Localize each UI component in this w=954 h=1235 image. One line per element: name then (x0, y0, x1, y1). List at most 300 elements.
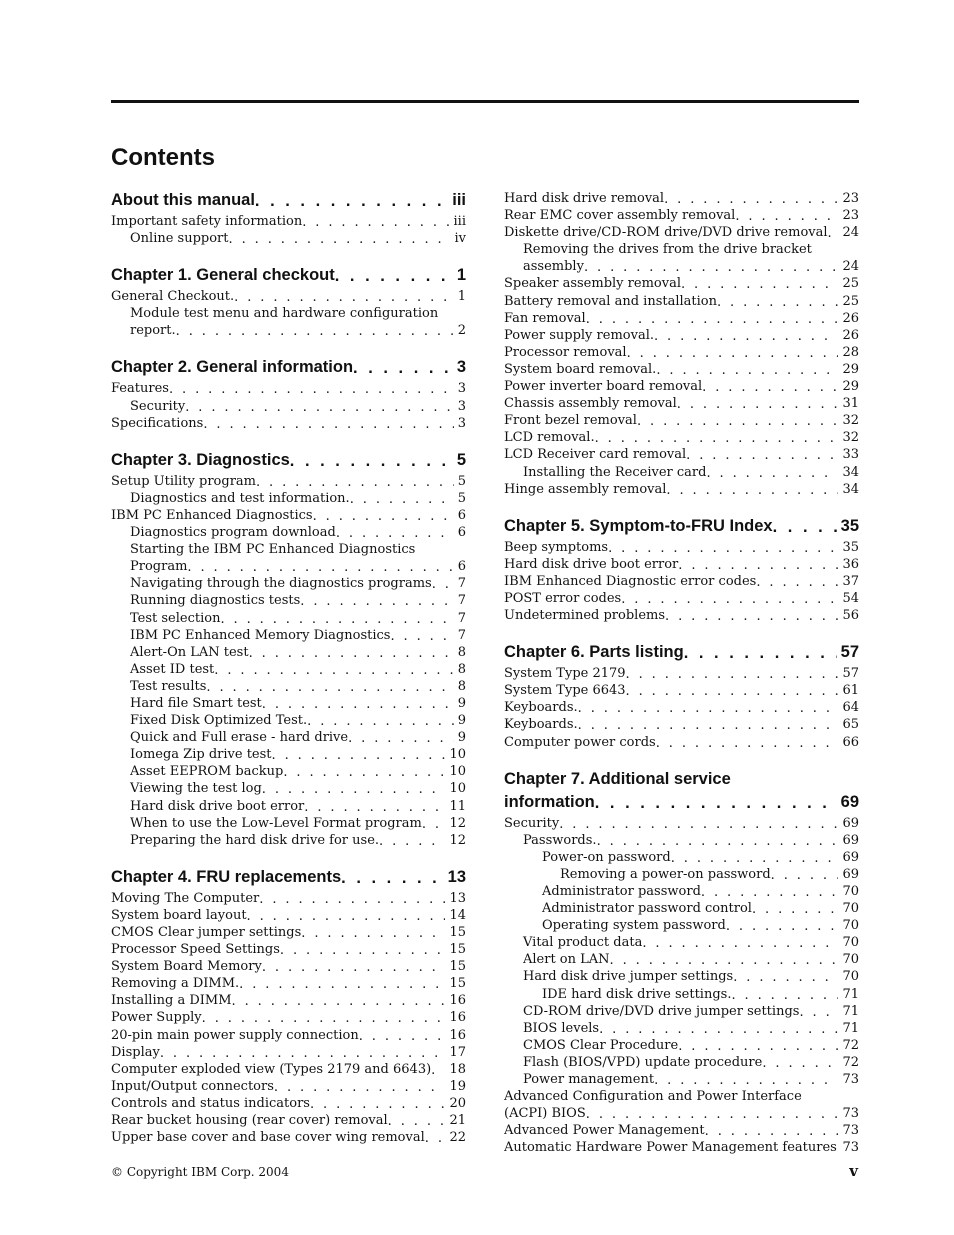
toc-entry-page-number: 7 (454, 592, 466, 609)
chapter-title: Chapter 4. FRU replacements . . . (111, 868, 341, 886)
toc-entry-label: Chassis assembly removal . . . (504, 396, 677, 411)
toc-entry-page-number: 73 (838, 1139, 859, 1156)
chapter-heading-chapter-1-general-checkout[interactable] (111, 265, 466, 286)
toc-entry-power-inverter-board-removal[interactable] (504, 378, 859, 395)
toc-entry-label: Hard disk drive boot error . . . (504, 557, 678, 572)
toc-entry-system-board-removal[interactable] (504, 361, 859, 378)
toc-entry-display[interactable] (111, 1044, 466, 1061)
toc-entry-page-number: 7 (454, 610, 466, 627)
toc-entry-vital-product-data[interactable] (504, 934, 859, 951)
toc-entry-label: Input/Output connectors . . . (111, 1079, 274, 1094)
toc-entry-label: Navigating through the diagnostics programs . . . (130, 576, 432, 591)
toc-entry-label: Online support . . . (130, 231, 229, 246)
toc-entry-label: Viewing the test log . . . (130, 781, 262, 796)
toc-entry-rear-emc-cover-assembly-removal[interactable] (504, 207, 859, 224)
toc-entry-label: BIOS levels . . . (523, 1021, 599, 1036)
toc-entry-page-number: 70 (838, 934, 859, 951)
toc-entry-page-number: 72 (838, 1054, 859, 1071)
toc-entry-label: Hinge assembly removal . . . (504, 482, 666, 497)
toc-entry-passwords[interactable] (504, 832, 859, 849)
toc-right-column (504, 190, 859, 1163)
toc-left-column (111, 190, 466, 1152)
toc-entry-label: Security . . . (130, 399, 185, 414)
toc-entry-page-number: 18 (445, 1061, 466, 1078)
toc-entry-page-number: 6 (454, 558, 466, 575)
toc-entry-page-number: 33 (838, 446, 859, 463)
toc-entry-page-number: 5 (454, 473, 466, 490)
toc-entry-label: Test selection . . . (130, 611, 220, 626)
toc-entry-module-test-menu-and-hardware-configurat[interactable] (111, 305, 466, 322)
toc-entry-installing-a-dimm[interactable] (111, 992, 466, 1009)
toc-entry-page-number: 19 (445, 1078, 466, 1095)
toc-entry-page-number: 35 (838, 539, 859, 556)
toc-entry-label: Alert-On LAN test . . . (130, 645, 249, 660)
toc-chapter (111, 867, 466, 1146)
toc-entry-advanced-power-management[interactable] (504, 1122, 859, 1139)
toc-entry-processor-speed-settings[interactable] (111, 941, 466, 958)
toc-chapter (111, 357, 466, 431)
toc-entry-advanced-configuration-and-power-interfa[interactable] (504, 1088, 859, 1105)
toc-entry-label: Setup Utility program . . . (111, 474, 256, 489)
toc-entry-label: Keyboards. . . . (504, 717, 578, 732)
toc-chapter (504, 190, 859, 498)
toc-entry-page-number: 73 (838, 1071, 859, 1088)
toc-entry-label: Operating system password . . . (542, 918, 726, 933)
toc-entry-page-number: 10 (445, 746, 466, 763)
chapter-page-number: 3 (453, 357, 466, 378)
toc-entry-page-number: 6 (454, 507, 466, 524)
toc-entry-page-number: 10 (445, 763, 466, 780)
toc-entry-page-number: 15 (445, 941, 466, 958)
toc-chapter (111, 450, 466, 849)
toc-entry-label: Fan removal . . . (504, 311, 586, 326)
toc-entry-assembly[interactable] (504, 258, 859, 275)
toc-entry-viewing-the-test-log[interactable] (111, 780, 466, 797)
toc-entry-label: Upper base cover and base cover wing removal . . . (111, 1130, 425, 1145)
toc-entry-page-number: 16 (445, 1009, 466, 1026)
toc-entry-label: System Type 2179 . . . (504, 666, 626, 681)
toc-entry-label: Vital product data . . . (523, 935, 642, 950)
toc-entry-page-number: 23 (838, 207, 859, 224)
toc-entry-label: CMOS Clear Procedure . . . (523, 1038, 678, 1053)
chapter-title: About this manual . . . (111, 191, 255, 209)
toc-entry-upper-base-cover-and-base-cover-wing-rem[interactable] (111, 1129, 466, 1146)
toc-entry-ibm-pc-enhanced-diagnostics[interactable] (111, 507, 466, 524)
toc-entry-label: Power management . . . (523, 1072, 654, 1087)
toc-entry-label: System Board Memory . . . (111, 959, 262, 974)
toc-entry-label: Removing the drives from the drive bracket (523, 242, 812, 258)
toc-entry-label: Removing a DIMM. . . . (111, 976, 239, 991)
toc-entry-starting-the-ibm-pc-enhanced-diagnostics[interactable] (111, 541, 466, 558)
toc-entry-alert-on-lan[interactable] (504, 951, 859, 968)
toc-entry-keyboards[interactable] (504, 716, 859, 733)
toc-entry-page-number: 3 (454, 415, 466, 432)
toc-entry-page-number: 24 (838, 258, 859, 275)
toc-entry-page-number: 29 (838, 361, 859, 378)
toc-entry-power-supply[interactable] (111, 1009, 466, 1026)
toc-entry-label: Computer power cords . . . (504, 735, 656, 750)
chapter-title: Chapter 1. General checkout . . . (111, 266, 335, 284)
toc-entry-label: System Type 6643 . . . (504, 683, 626, 698)
toc-entry-operating-system-password[interactable] (504, 917, 859, 934)
chapter-heading-about-this-manual[interactable] (111, 190, 466, 211)
toc-entry-page-number: 66 (838, 734, 859, 751)
toc-entry-label: Moving The Computer . . . (111, 891, 259, 906)
toc-entry-page-number: 3 (454, 398, 466, 415)
toc-entry-label: Advanced Power Management . . . (504, 1123, 705, 1138)
toc-entry-page-number: 26 (838, 310, 859, 327)
toc-entry-page-number: iii (450, 213, 466, 230)
toc-entry-page-number: 34 (838, 481, 859, 498)
toc-entry-power-supply-removal[interactable] (504, 327, 859, 344)
toc-entry-input-output-connectors[interactable] (111, 1078, 466, 1095)
toc-entry-page-number: 73 (838, 1105, 859, 1122)
toc-entry-navigating-through-the-diagnostics-progr[interactable] (111, 575, 466, 592)
toc-entry-label: Features . . . (111, 381, 169, 396)
page-title: Contents (111, 144, 215, 171)
chapter-heading-chapter-3-diagnostics[interactable] (111, 450, 466, 471)
toc-chapter (504, 642, 859, 750)
toc-entry-page-number: 8 (454, 644, 466, 661)
toc-entry-moving-the-computer[interactable] (111, 890, 466, 907)
toc-entry-setup-utility-program[interactable] (111, 473, 466, 490)
toc-entry-page-number: 10 (445, 780, 466, 797)
toc-entry-label: Rear EMC cover assembly removal . . . (504, 208, 735, 223)
toc-entry-page-number: 69 (838, 866, 859, 883)
toc-entry-label: Power supply removal. . . . (504, 328, 654, 343)
toc-entry-label: Starting the IBM PC Enhanced Diagnostics (130, 542, 416, 558)
chapter-heading-chapter-7-additional-service[interactable] (504, 792, 859, 813)
toc-entry-cd-rom-drive-dvd-drive-jumper-settings[interactable] (504, 1003, 859, 1020)
chapter-heading-line[interactable] (504, 769, 859, 790)
toc-entry-page-number: 12 (445, 815, 466, 832)
toc-entry-power-on-password[interactable] (504, 849, 859, 866)
toc-entry-security[interactable] (111, 398, 466, 415)
chapter-heading-chapter-4-fru-replacements[interactable] (111, 867, 466, 888)
toc-entry-page-number: 28 (838, 344, 859, 361)
toc-entry-label: System board layout . . . (111, 908, 247, 923)
toc-entry-label: 20-pin main power supply connection . . . (111, 1028, 359, 1043)
toc-entry-page-number: 2 (454, 322, 466, 339)
toc-entry-diagnostics-program-download[interactable] (111, 524, 466, 541)
toc-entry-label: When to use the Low-Level Format program . . . (130, 816, 422, 831)
toc-entry-cmos-clear-procedure[interactable] (504, 1037, 859, 1054)
toc-entry-label: Asset EEPROM backup . . . (130, 764, 283, 779)
toc-entry-label: Module test menu and hardware configuration (130, 306, 439, 322)
toc-entry-page-number: 5 (454, 490, 466, 507)
toc-entry-page-number: 71 (838, 986, 859, 1003)
toc-entry-page-number: 32 (838, 429, 859, 446)
toc-entry-hard-file-smart-test[interactable] (111, 695, 466, 712)
toc-entry-acpi-bios[interactable] (504, 1105, 859, 1122)
toc-entry-page-number: 57 (838, 665, 859, 682)
toc-entry-fixed-disk-optimized-test[interactable] (111, 712, 466, 729)
chapter-title: Chapter 7. Additional service (504, 769, 731, 788)
toc-entry-ide-hard-disk-drive-settings[interactable] (504, 986, 859, 1003)
toc-entry-keyboards[interactable] (504, 699, 859, 716)
toc-entry-page-number: 15 (445, 958, 466, 975)
toc-entry-front-bezel-removal[interactable] (504, 412, 859, 429)
toc-entry-label: CMOS Clear jumper settings . . . (111, 925, 301, 940)
chapter-heading-chapter-5-symptom-to-fru-index[interactable] (504, 516, 859, 537)
toc-entry-hard-disk-drive-jumper-settings[interactable] (504, 968, 859, 985)
chapter-page-number: 57 (837, 642, 859, 663)
toc-entry-page-number: 16 (445, 1027, 466, 1044)
toc-entry-bios-levels[interactable] (504, 1020, 859, 1037)
toc-entry-page-number: iv (450, 230, 466, 247)
toc-entry-label: Computer exploded view (Types 2179 and 6643) . . . (111, 1062, 431, 1077)
toc-entry-computer-power-cords[interactable] (504, 734, 859, 751)
toc-entry-label: Power inverter board removal . . . (504, 379, 702, 394)
toc-entry-page-number: 14 (445, 907, 466, 924)
toc-entry-speaker-assembly-removal[interactable] (504, 275, 859, 292)
toc-entry-label: Diagnostics program download . . . (130, 525, 336, 540)
toc-entry-diskette-drive-cd-rom-drive-dvd-drive-re[interactable] (504, 224, 859, 241)
toc-entry-online-support[interactable] (111, 230, 466, 247)
toc-entry-fan-removal[interactable] (504, 310, 859, 327)
toc-entry-page-number: 6 (454, 524, 466, 541)
toc-entry-asset-eeprom-backup[interactable] (111, 763, 466, 780)
toc-entry-page-number: 70 (838, 917, 859, 934)
toc-entry-system-type-6643[interactable] (504, 682, 859, 699)
toc-entry-label: Administrator password control . . . (542, 901, 752, 916)
toc-entry-page-number: 7 (454, 627, 466, 644)
toc-entry-hard-disk-drive-boot-error[interactable] (111, 798, 466, 815)
toc-entry-label: Keyboards. . . . (504, 700, 578, 715)
page-number: v (849, 1162, 858, 1180)
toc-entry-general-checkout[interactable] (111, 288, 466, 305)
toc-entry-diagnostics-and-test-information[interactable] (111, 490, 466, 507)
toc-entry-page-number: 70 (838, 951, 859, 968)
toc-entry-label: (ACPI) BIOS . . . (504, 1106, 586, 1121)
toc-entry-page-number: 71 (838, 1003, 859, 1020)
toc-entry-page-number: 23 (838, 190, 859, 207)
toc-entry-label: Controls and status indicators . . . (111, 1096, 310, 1111)
toc-entry-hinge-assembly-removal[interactable] (504, 481, 859, 498)
toc-entry-label: Security . . . (504, 816, 559, 831)
toc-entry-label: report. . . . (130, 323, 176, 338)
toc-entry-page-number: 15 (445, 924, 466, 941)
toc-entry-controls-and-status-indicators[interactable] (111, 1095, 466, 1112)
toc-entry-label: Alert on LAN . . . (523, 952, 610, 967)
toc-entry-page-number: 9 (454, 712, 466, 729)
toc-entry-system-board-layout[interactable] (111, 907, 466, 924)
chapter-page-number: 1 (453, 265, 466, 286)
toc-entry-cmos-clear-jumper-settings[interactable] (111, 924, 466, 941)
toc-entry-page-number: 22 (445, 1129, 466, 1146)
toc-entry-power-management[interactable] (504, 1071, 859, 1088)
toc-entry-page-number: 3 (454, 380, 466, 397)
chapter-page-number: 13 (444, 867, 466, 888)
toc-entry-label: Test results . . . (130, 679, 206, 694)
toc-entry-label: Power Supply . . . (111, 1010, 202, 1025)
toc-entry-page-number: 70 (838, 968, 859, 985)
toc-entry-label: Hard disk drive jumper settings . . . (523, 969, 733, 984)
toc-entry-label: Speaker assembly removal . . . (504, 276, 681, 291)
toc-entry-page-number: 56 (838, 607, 859, 624)
toc-entry-page-number: 26 (838, 327, 859, 344)
toc-entry-label: Iomega Zip drive test . . . (130, 747, 272, 762)
toc-entry-page-number: 69 (838, 815, 859, 832)
toc-entry-when-to-use-the-low-level-format-program[interactable] (111, 815, 466, 832)
toc-entry-specifications[interactable] (111, 415, 466, 432)
toc-entry-removing-the-drives-from-the-drive-brack[interactable] (504, 241, 859, 258)
toc-entry-removing-a-power-on-password[interactable] (504, 866, 859, 883)
toc-entry-label: Quick and Full erase - hard drive . . . (130, 730, 348, 745)
toc-entry-page-number: 16 (445, 992, 466, 1009)
toc-entry-label: Asset ID test . . . (130, 662, 214, 677)
toc-entry-label: Diskette drive/CD-ROM drive/DVD drive removal . . . (504, 225, 828, 240)
toc-entry-hard-disk-drive-removal[interactable] (504, 190, 859, 207)
toc-entry-undetermined-problems[interactable] (504, 607, 859, 624)
toc-entry-page-number: 61 (838, 682, 859, 699)
toc-entry-page-number: 36 (838, 556, 859, 573)
chapter-page-number: 5 (453, 450, 466, 471)
toc-entry-20-pin-main-power-supply-connection[interactable] (111, 1027, 466, 1044)
toc-entry-page-number: 25 (838, 293, 859, 310)
toc-entry-page-number: 1 (454, 288, 466, 305)
toc-entry-ibm-enhanced-diagnostic-error-codes[interactable] (504, 573, 859, 590)
toc-entry-page-number: 13 (445, 890, 466, 907)
toc-entry-label: Important safety information . . . (111, 214, 302, 229)
toc-entry-removing-a-dimm[interactable] (111, 975, 466, 992)
chapter-title: Chapter 5. Symptom-to-FRU Index . . . (504, 517, 773, 535)
toc-entry-automatic-hardware-power-management-feat[interactable] (504, 1139, 859, 1156)
toc-entry-administrator-password-control[interactable] (504, 900, 859, 917)
toc-entry-label: Diagnostics and test information. . . . (130, 491, 350, 506)
toc-entry-ibm-pc-enhanced-memory-diagnostics[interactable] (111, 627, 466, 644)
toc-entry-label: Installing the Receiver card . . . (523, 465, 706, 480)
toc-entry-label: Processor removal . . . (504, 345, 627, 360)
toc-chapter (504, 516, 859, 624)
toc-entry-page-number: 11 (445, 798, 466, 815)
toc-entry-test-results[interactable] (111, 678, 466, 695)
toc-entry-preparing-the-hard-disk-drive-for-use[interactable] (111, 832, 466, 849)
toc-entry-label: POST error codes . . . (504, 591, 621, 606)
copyright-footer: © Copyright IBM Corp. 2004 (111, 1165, 289, 1179)
toc-entry-page-number: 9 (454, 729, 466, 746)
toc-entry-computer-exploded-view-types-2179-and-66[interactable] (111, 1061, 466, 1078)
toc-entry-lcd-removal[interactable] (504, 429, 859, 446)
toc-entry-important-safety-information[interactable] (111, 213, 466, 230)
toc-entry-asset-id-test[interactable] (111, 661, 466, 678)
toc-entry-iomega-zip-drive-test[interactable] (111, 746, 466, 763)
toc-entry-page-number: 8 (454, 678, 466, 695)
toc-entry-page-number: 70 (838, 900, 859, 917)
toc-entry-label: CD-ROM drive/DVD drive jumper settings . . . (523, 1004, 799, 1019)
toc-entry-page-number: 15 (445, 975, 466, 992)
toc-entry-running-diagnostics-tests[interactable] (111, 592, 466, 609)
toc-entry-flash-bios-vpd-update-procedure[interactable] (504, 1054, 859, 1071)
toc-entry-label: Removing a power-on password . . . (560, 867, 771, 882)
toc-entry-page-number: 69 (838, 832, 859, 849)
toc-entry-administrator-password[interactable] (504, 883, 859, 900)
toc-entry-label: LCD removal. . . . (504, 430, 595, 445)
toc-entry-page-number: 70 (838, 883, 859, 900)
toc-entry-report[interactable] (111, 322, 466, 339)
chapter-heading-chapter-2-general-information[interactable] (111, 357, 466, 378)
toc-entry-program[interactable] (111, 558, 466, 575)
toc-entry-label: IBM Enhanced Diagnostic error codes . . . (504, 574, 756, 589)
toc-entry-label: Fixed Disk Optimized Test. . . . (130, 713, 307, 728)
toc-entry-features[interactable] (111, 380, 466, 397)
toc-entry-page-number: 72 (838, 1037, 859, 1054)
toc-entry-page-number: 69 (838, 849, 859, 866)
toc-entry-label: Automatic Hardware Power Management features . . . (504, 1140, 837, 1155)
toc-entry-label: IDE hard disk drive settings. . . . (542, 987, 731, 1002)
toc-entry-label: System board removal. . . . (504, 362, 656, 377)
toc-chapter (111, 265, 466, 339)
toc-entry-label: Power-on password . . . (542, 850, 671, 865)
toc-entry-battery-removal-and-installation[interactable] (504, 293, 859, 310)
toc-entry-page-number: 73 (838, 1122, 859, 1139)
toc-entry-beep-symptoms[interactable] (504, 539, 859, 556)
toc-entry-label: assembly . . . (523, 259, 584, 274)
toc-entry-test-selection[interactable] (111, 610, 466, 627)
toc-entry-post-error-codes[interactable] (504, 590, 859, 607)
toc-entry-label: Flash (BIOS/VPD) update procedure . . . (523, 1055, 762, 1070)
toc-entry-security[interactable] (504, 815, 859, 832)
chapter-title: Chapter 2. General information . . . (111, 358, 353, 376)
toc-entry-label: Running diagnostics tests . . . (130, 593, 300, 608)
toc-entry-label: Beep symptoms . . . (504, 540, 608, 555)
toc-entry-system-type-2179[interactable] (504, 665, 859, 682)
toc-entry-label: General Checkout. . . . (111, 289, 234, 304)
toc-entry-label: Hard file Smart test . . . (130, 696, 262, 711)
toc-entry-page-number: 9 (454, 695, 466, 712)
toc-entry-page-number: 24 (838, 224, 859, 241)
chapter-title: information . . . (504, 793, 595, 811)
toc-entry-label: Installing a DIMM . . . (111, 993, 232, 1008)
toc-entry-label: Processor Speed Settings . . . (111, 942, 280, 957)
toc-entry-page-number: 65 (838, 716, 859, 733)
chapter-page-number: 69 (837, 792, 859, 813)
toc-entry-processor-removal[interactable] (504, 344, 859, 361)
chapter-title: Chapter 3. Diagnostics . . . (111, 451, 290, 469)
toc-entry-installing-the-receiver-card[interactable] (504, 464, 859, 481)
toc-entry-label: Passwords. . . . (523, 833, 597, 848)
toc-entry-page-number: 64 (838, 699, 859, 716)
toc-entry-label: Specifications . . . (111, 416, 203, 431)
chapter-title: Chapter 6. Parts listing . . . (504, 643, 684, 661)
toc-entry-label: Display . . . (111, 1045, 160, 1060)
toc-entry-alert-on-lan-test[interactable] (111, 644, 466, 661)
toc-entry-page-number: 29 (838, 378, 859, 395)
toc-entry-page-number: 12 (445, 832, 466, 849)
toc-entry-page-number: 17 (445, 1044, 466, 1061)
toc-entry-quick-and-full-erase-hard-drive[interactable] (111, 729, 466, 746)
toc-entry-label: Program . . . (130, 559, 187, 574)
toc-entry-hard-disk-drive-boot-error[interactable] (504, 556, 859, 573)
chapter-page-number: iii (448, 190, 466, 211)
toc-entry-label: IBM PC Enhanced Diagnostics . . . (111, 508, 313, 523)
toc-entry-label: Rear bucket housing (rear cover) removal . . . (111, 1113, 388, 1128)
chapter-heading-chapter-6-parts-listing[interactable] (504, 642, 859, 663)
chapter-page-number: 35 (837, 516, 859, 537)
toc-entry-page-number: 8 (454, 661, 466, 678)
toc-entry-chassis-assembly-removal[interactable] (504, 395, 859, 412)
toc-entry-rear-bucket-housing-rear-cover-removal[interactable] (111, 1112, 466, 1129)
toc-entry-lcd-receiver-card-removal[interactable] (504, 446, 859, 463)
toc-entry-label: Hard disk drive boot error . . . (130, 799, 304, 814)
toc-entry-system-board-memory[interactable] (111, 958, 466, 975)
toc-entry-label: Front bezel removal . . . (504, 413, 637, 428)
toc-entry-label: Advanced Configuration and Power Interface (504, 1089, 802, 1105)
toc-chapter (504, 769, 859, 1157)
toc-entry-page-number: 71 (838, 1020, 859, 1037)
toc-entry-page-number: 37 (838, 573, 859, 590)
toc-entry-label: LCD Receiver card removal . . . (504, 447, 686, 462)
